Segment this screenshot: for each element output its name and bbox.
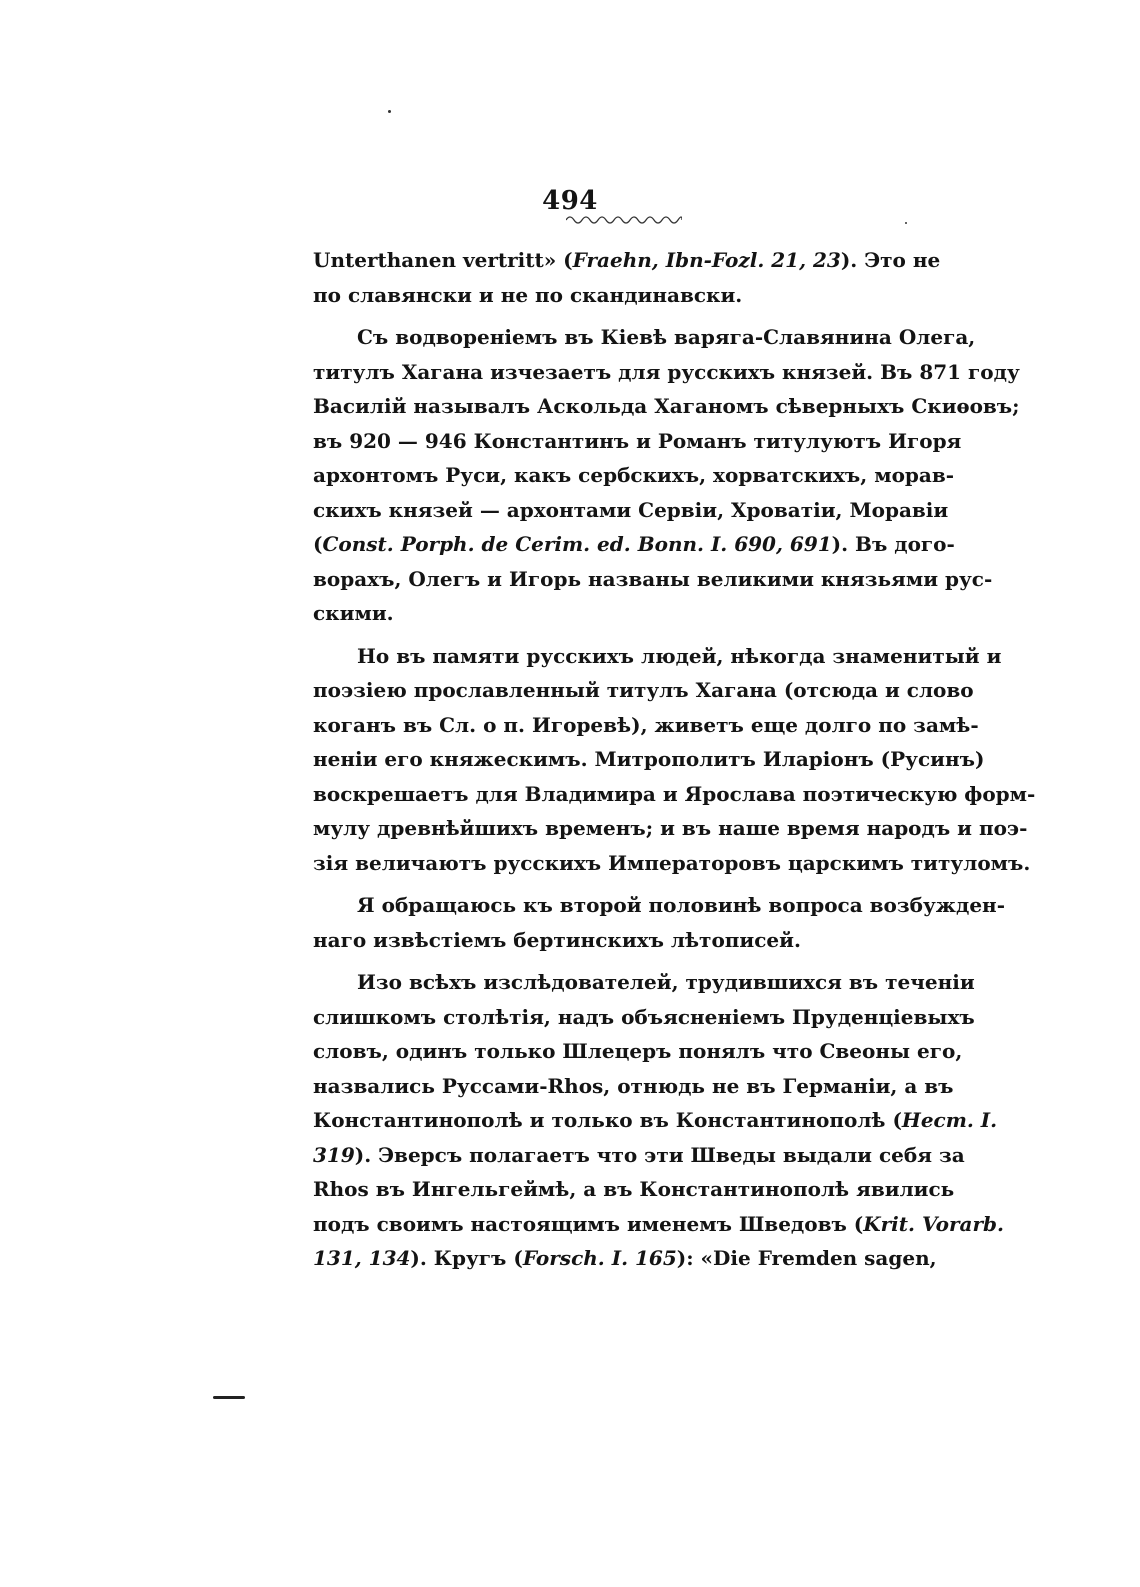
line-segment: скими. — [313, 601, 394, 625]
text-line — [313, 278, 935, 313]
line-segment: Rhos въ Ингельгеймѣ, а въ Константинополѣ явились — [313, 1177, 955, 1201]
line-segment: ): «Die Fremden sagen, — [676, 1246, 937, 1270]
margin-mark — [213, 1396, 245, 1399]
text-line — [313, 320, 976, 355]
line-segment: скихъ князей — архонтами Сервіи, Хроватіи, Моравіи — [313, 497, 949, 522]
text-line — [313, 1207, 1004, 1242]
text-line — [313, 389, 1020, 424]
speck — [905, 222, 907, 224]
line-segment: воскрешаетъ для Владимира и Ярослава поэтическую форм- — [313, 781, 1036, 806]
line-segment: ворахъ, Олегъ и Игорь названы великими князьями рус- — [313, 566, 993, 591]
text-line — [313, 1138, 965, 1173]
citation-text: Нест. I. — [901, 1108, 998, 1132]
text-line — [313, 846, 1031, 881]
text-line — [313, 493, 949, 528]
line-segment: Василій называлъ Аскольда Хаганомъ сѣверныхъ Скиѳовъ; — [313, 394, 1020, 418]
line-segment: Изо всѣхъ изслѣдователей, трудившихся въ теченіи — [357, 970, 975, 994]
line-segment: ). Эверсъ полагаетъ что эти Шведы выдали себя за — [354, 1142, 965, 1167]
text-line — [313, 1000, 975, 1035]
citation-text: Fraehn, Ibn-Fozl. 21, 23 — [572, 248, 841, 272]
citation-text: Const. Porph. de Cerim. ed. Bonn. I. 690, 691 — [322, 532, 832, 556]
citation-text: 131, 134 — [313, 1246, 411, 1270]
wavy-ornament — [566, 214, 682, 224]
text-line — [313, 742, 985, 777]
line-segment: по славянски и не по скандинавски. — [313, 282, 743, 307]
line-segment: наго извѣстіемъ бертинскихъ лѣтописей. — [313, 927, 801, 952]
line-segment: Я обращаюсь къ второй половинѣ вопроса возбужден- — [357, 893, 1005, 917]
text-line — [313, 355, 1020, 390]
line-segment: титулъ Хагана изчезаетъ для русскихъ князей. Въ 871 году — [313, 359, 1020, 384]
text-line — [313, 888, 1005, 923]
text-line — [313, 923, 935, 958]
text-line — [313, 777, 1036, 812]
line-segment: зія величаютъ русскихъ Императоровъ царскимъ титуломъ. — [313, 850, 1031, 875]
line-segment: коганъ въ Сл. о п. Игоревѣ), живетъ еще долго по замѣ- — [313, 712, 979, 737]
line-segment: Unterthanen vertritt» ( — [313, 248, 573, 272]
line-segment: неніи его княжескимъ. Митрополитъ Иларіонъ (Русинъ) — [313, 747, 985, 771]
text-line — [313, 1069, 954, 1104]
line-segment: ). Кругъ ( — [410, 1246, 523, 1270]
line-segment: ( — [313, 532, 323, 556]
text-line — [313, 811, 1028, 846]
line-segment: Но въ памяти русскихъ людей, нѣкогда знаменитый и — [357, 643, 1002, 668]
line-segment: Съ водвореніемъ въ Кіевѣ варяга-Славянина Олега, — [357, 325, 976, 349]
text-line — [313, 527, 955, 562]
citation-text: Krit. Vorarb. — [863, 1211, 1004, 1236]
citation-text: Forsch. I. 165 — [522, 1246, 677, 1270]
text-line — [313, 1172, 955, 1207]
text-line — [313, 243, 941, 278]
line-segment: словъ, одинъ только Шлецеръ понялъ что Свеоны его, — [313, 1039, 963, 1063]
text-line — [313, 1241, 935, 1276]
line-segment: мулу древнѣйшихъ временъ; и въ наше время народъ и поэ- — [313, 816, 1028, 840]
text-line — [313, 424, 962, 459]
text-line — [313, 965, 975, 1000]
text-line — [313, 1034, 963, 1069]
text-line — [313, 639, 1002, 674]
text-line — [313, 708, 979, 743]
line-segment: въ 920 — 946 Константинъ и Романъ титулуютъ Игоря — [313, 428, 962, 453]
text-line — [313, 562, 993, 597]
speck — [388, 110, 391, 113]
body-text — [313, 243, 1036, 1276]
line-segment: назвались Руссами-Rhos, отнюдь не въ Германіи, а въ — [313, 1073, 954, 1098]
line-segment: ). Это не — [840, 248, 941, 272]
line-segment: Константинополѣ и только въ Константинополѣ ( — [313, 1108, 902, 1132]
citation-text: 319 — [313, 1142, 355, 1167]
line-segment: подъ своимъ настоящимъ именемъ Шведовъ ( — [313, 1211, 864, 1236]
text-line — [313, 458, 955, 493]
text-line — [313, 596, 935, 631]
text-line — [313, 1103, 998, 1138]
line-segment: слишкомъ столѣтія, надъ объясненіемъ Пруденціевыхъ — [313, 1004, 975, 1029]
text-line — [313, 673, 974, 708]
page-number: 494 — [542, 186, 598, 216]
line-segment: архонтомъ Руси, какъ сербскихъ, хорватскихъ, морав- — [313, 463, 955, 487]
line-segment: поэзіею прославленный титулъ Хагана (отсюда и слово — [313, 678, 974, 702]
line-segment: ). Въ дого- — [831, 532, 955, 556]
